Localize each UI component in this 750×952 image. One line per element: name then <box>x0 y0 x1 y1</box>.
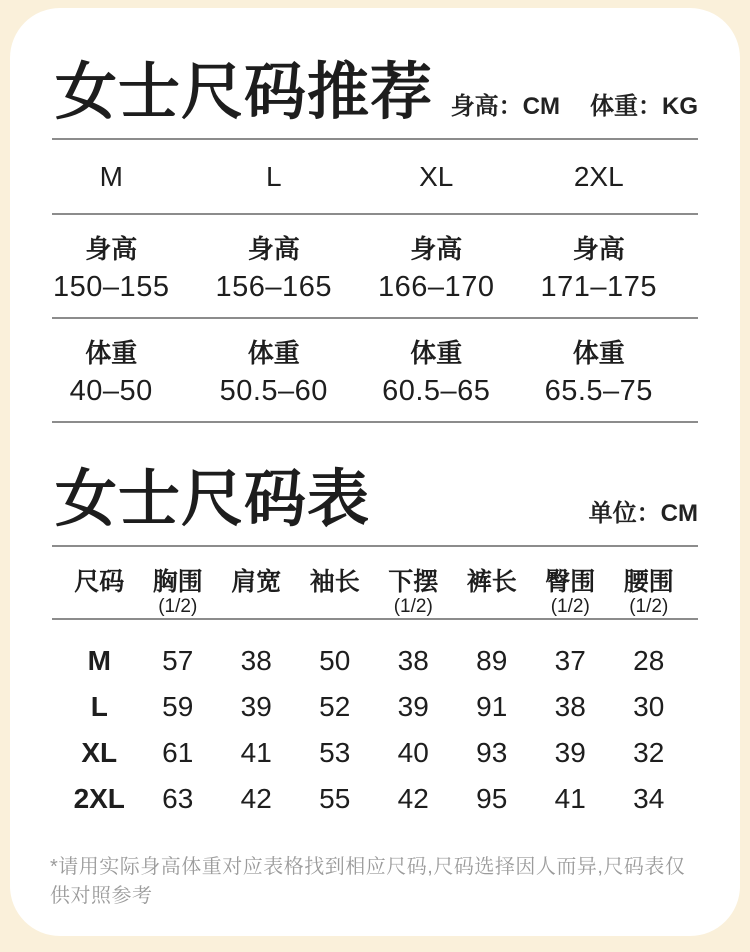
height-cell-2xl <box>518 215 681 317</box>
section1-title: 女士尺码推荐 <box>55 58 434 127</box>
cell-value: 39 <box>240 691 272 722</box>
col-header-sub <box>60 596 139 617</box>
col-header-sub: (1/2) <box>158 596 198 617</box>
weight-value: 40–50 <box>69 374 153 407</box>
cell-value: 32 <box>633 737 665 768</box>
cell-value: 38 <box>397 645 429 676</box>
cell-value: 52 <box>319 691 351 722</box>
cell-value: 57 <box>162 645 194 676</box>
weight-cell-m <box>30 319 193 421</box>
col-header-sub <box>296 596 375 617</box>
col-header-shoulder <box>217 569 296 617</box>
cell-value: 42 <box>397 783 429 814</box>
col-header-main: 臀围 <box>545 568 596 596</box>
row-size: XL <box>81 737 118 768</box>
section1-header <box>10 8 740 126</box>
table-row-l <box>60 684 688 730</box>
cell-value: 89 <box>476 645 508 676</box>
weight-value: 65.5–75 <box>544 374 653 407</box>
measurement-table-body <box>10 620 740 822</box>
table-row-2xl <box>60 776 688 822</box>
cell-value: 40 <box>397 737 429 768</box>
row-size: L <box>90 691 108 722</box>
height-label: 身高 <box>85 233 138 264</box>
size-chart-card <box>10 8 740 936</box>
size-label-xl: XL <box>419 160 454 192</box>
height-value: 171–175 <box>540 270 657 303</box>
footnote: *请用实际身高体重对应表格找到相应尺码,尺码选择因人而异,尺码表仅供对照参考 <box>50 856 686 907</box>
cell-value: 91 <box>476 691 508 722</box>
cell-value: 61 <box>162 737 194 768</box>
table-row-m <box>60 638 688 684</box>
cm-unit-label: 单位：CM <box>588 500 698 527</box>
col-header-sub: (1/2) <box>550 596 590 617</box>
weight-cell-xl <box>355 319 518 421</box>
height-cell-l <box>193 215 356 317</box>
weight-cell-l <box>193 319 356 421</box>
cell-value: 37 <box>554 645 586 676</box>
col-header-sub: (1/2) <box>629 596 669 617</box>
col-header-bust <box>139 569 218 617</box>
cell-value: 41 <box>554 783 586 814</box>
height-value: 156–165 <box>215 270 332 303</box>
col-header-sub: (1/2) <box>393 596 433 617</box>
table-row-xl <box>60 730 688 776</box>
cell-value: 59 <box>162 691 194 722</box>
col-header-pants-length <box>453 569 532 617</box>
height-cell-m <box>30 215 193 317</box>
cell-value: 39 <box>554 737 586 768</box>
cell-value: 38 <box>554 691 586 722</box>
section1-unit-labels <box>451 86 698 126</box>
weight-label: 体重 <box>85 337 138 368</box>
cell-value: 38 <box>240 645 272 676</box>
height-value: 150–155 <box>53 270 170 303</box>
height-value: 166–170 <box>378 270 495 303</box>
col-header-hem <box>374 569 453 617</box>
measurement-header-row <box>60 547 688 618</box>
weight-value: 50.5–60 <box>219 374 328 407</box>
col-header-sub <box>217 596 296 617</box>
height-label: 身高 <box>247 233 300 264</box>
col-header-size <box>60 569 139 617</box>
cell-value: 95 <box>476 783 508 814</box>
section2-title: 女士尺码表 <box>55 465 371 534</box>
col-header-waist <box>610 569 689 617</box>
cell-value: 39 <box>397 691 429 722</box>
cell-value: 93 <box>476 737 508 768</box>
col-header-sub <box>453 596 532 617</box>
height-row <box>30 215 680 317</box>
cell-value: 28 <box>633 645 665 676</box>
size-label-l: L <box>265 160 282 192</box>
size-header-row <box>30 140 680 213</box>
col-header-main: 肩宽 <box>231 568 282 596</box>
col-header-main: 袖长 <box>309 568 360 596</box>
cell-value: 34 <box>633 783 665 814</box>
cell-value: 30 <box>633 691 665 722</box>
cell-value: 53 <box>319 737 351 768</box>
section2-header <box>10 423 740 533</box>
size-label-m: M <box>99 160 123 192</box>
height-label: 身高 <box>572 233 625 264</box>
row-size: 2XL <box>73 783 125 814</box>
col-header-sleeve <box>296 569 375 617</box>
height-unit-label: 身高：CM <box>450 93 560 120</box>
cell-value: 41 <box>240 737 272 768</box>
height-cell-xl <box>355 215 518 317</box>
weight-row <box>30 319 680 421</box>
col-header-main: 胸围 <box>152 568 203 596</box>
cell-value: 63 <box>162 783 194 814</box>
height-label: 身高 <box>410 233 463 264</box>
col-header-hip <box>531 569 610 617</box>
weight-label: 体重 <box>247 337 300 368</box>
size-label-2xl: 2XL <box>573 160 624 192</box>
col-header-main: 腰围 <box>623 568 674 596</box>
cell-value: 42 <box>240 783 272 814</box>
cell-value: 55 <box>319 783 351 814</box>
weight-unit-label: 体重：KG <box>590 93 698 120</box>
weight-label: 体重 <box>572 337 625 368</box>
col-header-main: 尺码 <box>74 568 125 596</box>
col-header-main: 裤长 <box>466 568 517 596</box>
row-size: M <box>87 645 111 676</box>
weight-cell-2xl <box>518 319 681 421</box>
cell-value: 50 <box>319 645 351 676</box>
section2-unit-labels <box>589 493 698 533</box>
weight-value: 60.5–65 <box>382 374 491 407</box>
weight-label: 体重 <box>410 337 463 368</box>
col-header-main: 下摆 <box>388 568 439 596</box>
